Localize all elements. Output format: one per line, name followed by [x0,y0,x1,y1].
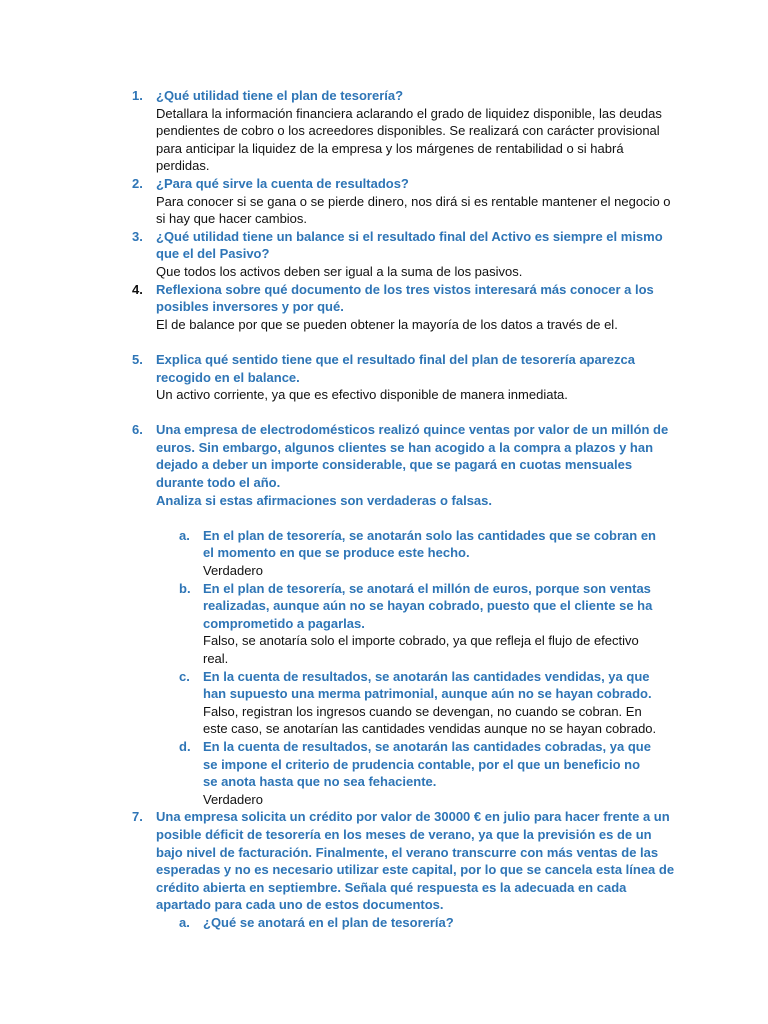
answer-text: Detallara la información financiera aclarando el grado de liquidez disponible, las deudas pendientes de cobro o los acreedores disponibles. Se realizará con carácter provisional para anticipar la liquidez de la empresa y los márgenes de rentabilidad o si habrá perdidas. [156,105,662,174]
instruction-text: Analiza si estas afirmaciones son verdaderas o falsas. [156,492,492,508]
question-text: Una empresa solicita un crédito por valor de 30000 € en julio para hacer frente a un posible déficit de tesorería en los meses de verano, ya que la previsión es de un bajo nivel de facturación. Finalmente, el verano transcurre con más ventas de las esperadas y no es necesario utilizar este capital, por lo que se cancela esta línea de crédito abierta en septiembre. Señala qué respuesta es la adecuada en cada apartado para cada uno de estos documentos. [156,809,675,913]
question-text: ¿Para qué sirve la cuenta de resultados? [156,175,409,191]
sub-item-6a [179,527,658,580]
item-number: 3. [132,228,143,244]
sub-answer-text: Verdadero [203,791,263,807]
sub-answer-text: Verdadero [203,563,263,579]
question-text: Reflexiona sobre qué documento de los tres vistos interesará más conocer a los posibles inversores y por qué. [156,281,654,315]
list-item-4 [132,281,676,334]
sub-question-text: ¿Qué se anotará en el plan de tesorería? [203,914,454,930]
question-text: ¿Qué utilidad tiene el plan de tesorería? [156,88,404,103]
question-text: Explica qué sentido tiene que el resultado final del plan de tesorería aparezca recogido en el balance. [156,351,635,385]
sub-question-text: En el plan de tesorería, se anotará el millón de euros, porque son ventas realizadas, aunque aún no se hayan cobrado, puesto que el cliente se ha comprometido a pagarlas. [203,580,653,631]
sub-answer-text: Falso, registran los ingresos cuando se devengan, no cuando se cobran. En este caso, se anotarían las cantidades vendidas aunque no se hayan cobrado. [203,703,657,737]
list-item-7 [132,808,676,914]
answer-text: Para conocer si se gana o se pierde dinero, nos dirá si es rentable mantener el negocio o si hay que hacer cambios. [156,193,671,227]
sub-answer-text: Falso, se anotaría solo el importe cobrado, ya que refleja el flujo de efectivo real. [203,633,639,666]
sub-question-text: En la cuenta de resultados, se anotarán las cantidades cobradas, ya que se impone el criterio de prudencia contable, por el que un beneficio no se anota hasta que no sea fehaciente. [203,738,651,790]
item-number: 7. [132,809,143,825]
item-number: 5. [132,351,143,367]
item-number: 1. [132,88,143,103]
list-item-2 [132,175,676,228]
question-text: ¿Qué utilidad tiene un balance si el resultado final del Activo es siempre el mismo que el del Pasivo? [156,228,663,262]
sub-item-6d [179,738,658,808]
list-item-5 [132,351,676,404]
sub-question-text: En el plan de tesorería, se anotarán solo las cantidades que se cobran en el momento en que se produce este hecho. [203,527,656,561]
sub-item-letter: a. [179,914,190,930]
item-number: 2. [132,175,143,191]
sub-item-7a [179,914,658,932]
sub-item-letter: b. [179,580,191,596]
list-item-3 [132,228,676,281]
list-item-6 [132,421,676,509]
list-item-1 [132,87,676,175]
sub-item-6b [179,580,658,668]
sub-list-6 [0,527,768,809]
spacer [0,333,768,351]
answer-text: Que todos los activos deben ser igual a la suma de los pasivos. [156,263,523,279]
item-number: 6. [132,422,143,438]
answer-text: Un activo corriente, ya que es efectivo disponible de manera inmediata. [156,387,568,403]
sub-item-letter: a. [179,527,190,543]
sub-item-letter: d. [179,738,191,754]
spacer [0,404,768,422]
sub-item-letter: c. [179,668,190,684]
document-page [0,87,768,932]
sub-question-text: En la cuenta de resultados, se anotarán las cantidades vendidas, ya que han supuesto una merma patrimonial, aunque aún no se hayan cobrado. [203,668,652,702]
answer-text: El de balance por que se pueden obtener la mayoría de los datos a través de el. [156,316,618,332]
question-text: Una empresa de electrodomésticos realizó quince ventas por valor de un millón de euros. Sin embargo, algunos clientes se han acogido a la compra a plazos y han dejado a deber un importe considerable, que se pagará en cuotas mensuales durante todo el año. [156,422,669,491]
sub-item-6c [179,668,658,738]
item-number: 4. [132,281,143,297]
